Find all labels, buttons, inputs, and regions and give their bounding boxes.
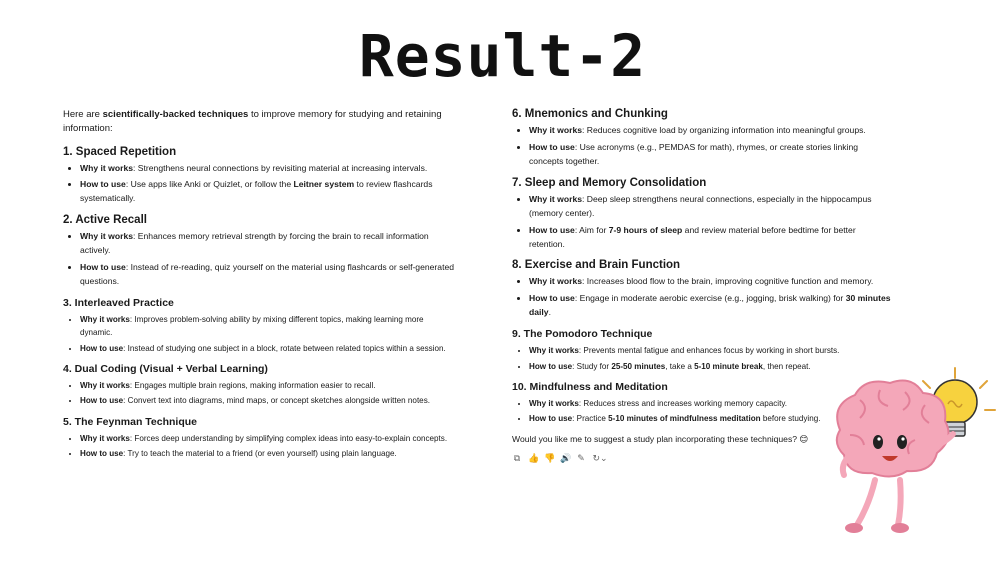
- thumbs-up-icon[interactable]: 👍: [528, 452, 540, 463]
- section-sleep: [512, 177, 892, 252]
- section-heading: 8. Exercise and Brain Function: [512, 259, 681, 272]
- section-heading: 2. Active Recall: [63, 214, 147, 227]
- section-spaced-repetition: [63, 146, 458, 207]
- section-heading: 1. Spaced Repetition: [63, 145, 177, 158]
- how-item: • How to use: Instead of re-reading, quiz yourself on the material using flashcards or self-generated questions.: [80, 261, 458, 289]
- why-item: • Why it works: Increases blood flow to the brain, improving cognitive function and memory.: [529, 275, 892, 289]
- how-item: • How to use: Convert text into diagrams, mind maps, or concept sketches alongside written notes.: [80, 394, 458, 407]
- why-item: • Why it works: Forces deep understanding by simplifying complex ideas into easy-to-explain concepts.: [80, 432, 458, 445]
- section-active-recall: [63, 214, 458, 289]
- section-interleaved-practice: [63, 297, 458, 355]
- section-heading: 10. Mindfulness and Meditation: [512, 380, 668, 393]
- read-aloud-icon[interactable]: 🔊: [560, 452, 572, 463]
- why-item: • Why it works: Strengthens neural connections by revisiting material at increasing intervals.: [80, 162, 458, 176]
- section-exercise: [512, 259, 892, 320]
- why-item: • Why it works: Prevents mental fatigue and enhances focus by working in short bursts.: [529, 344, 892, 357]
- section-heading: 5. The Feynman Technique: [63, 415, 197, 428]
- how-item: • How to use: Use apps like Anki or Quizlet, or follow the Leitner system to review flashcards systematically.: [80, 178, 458, 206]
- why-item: • Why it works: Deep sleep strengthens neural connections, especially in the hippocampus (memory center).: [529, 193, 892, 221]
- page-title: Result-2: [358, 22, 647, 90]
- how-item: • How to use: Study for 25-50 minutes, take a 5-10 minute break, then repeat.: [529, 360, 892, 373]
- brain-character: [837, 381, 953, 533]
- section-heading: 4. Dual Coding (Visual + Verbal Learning): [63, 362, 268, 375]
- how-item: • How to use: Try to teach the material to a friend (or even yourself) using plain language.: [80, 447, 458, 460]
- regenerate-icon[interactable]: ↻⌄: [592, 452, 608, 463]
- follow-up-question: Would you like me to suggest a study plan incorporating these techniques? 😊: [512, 433, 809, 444]
- response-left-column: [63, 108, 458, 468]
- section-heading: 7. Sleep and Memory Consolidation: [512, 176, 707, 189]
- thumbs-down-icon[interactable]: 👎: [544, 452, 556, 463]
- why-item: • Why it works: Improves problem-solving ability by mixing different topics, making learning more dynamic.: [80, 313, 458, 340]
- why-item: • Why it works: Reduces cognitive load by organizing information into meaningful groups.: [529, 124, 892, 138]
- intro-text: Here are scientifically-backed techniques to improve memory for studying and retaining information:: [63, 109, 442, 135]
- edit-icon[interactable]: ✎: [577, 452, 585, 463]
- section-feynman-technique: [63, 416, 458, 461]
- why-item: • Why it works: Enhances memory retrieval strength by forcing the brain to recall information actively.: [80, 230, 458, 258]
- how-item: • How to use: Aim for 7-9 hours of sleep and review material before bedtime for better retention.: [529, 224, 892, 252]
- how-item: • How to use: Instead of studying one subject in a block, rotate between related topics within a session.: [80, 342, 458, 355]
- copy-icon[interactable]: ⧉: [513, 452, 521, 463]
- brain-lightbulb-illustration: [820, 360, 1000, 540]
- how-item: • How to use: Engage in moderate aerobic exercise (e.g., jogging, brisk walking) for 30 minutes daily.: [529, 292, 892, 320]
- section-mnemonics: [512, 108, 892, 169]
- section-dual-coding: [63, 363, 458, 408]
- how-item: • How to use: Use acronyms (e.g., PEMDAS for math), rhymes, or create stories linking concepts together.: [529, 141, 892, 169]
- why-item: • Why it works: Engages multiple brain regions, making information easier to recall.: [80, 379, 458, 392]
- why-item: • Why it works: Reduces stress and increases working memory capacity.: [529, 397, 892, 410]
- section-heading: 9. The Pomodoro Technique: [512, 328, 653, 341]
- section-heading: 3. Interleaved Practice: [63, 296, 174, 309]
- section-heading: 6. Mnemonics and Chunking: [512, 108, 668, 120]
- how-item: • How to use: Practice 5-10 minutes of mindfulness meditation before studying.: [529, 412, 892, 425]
